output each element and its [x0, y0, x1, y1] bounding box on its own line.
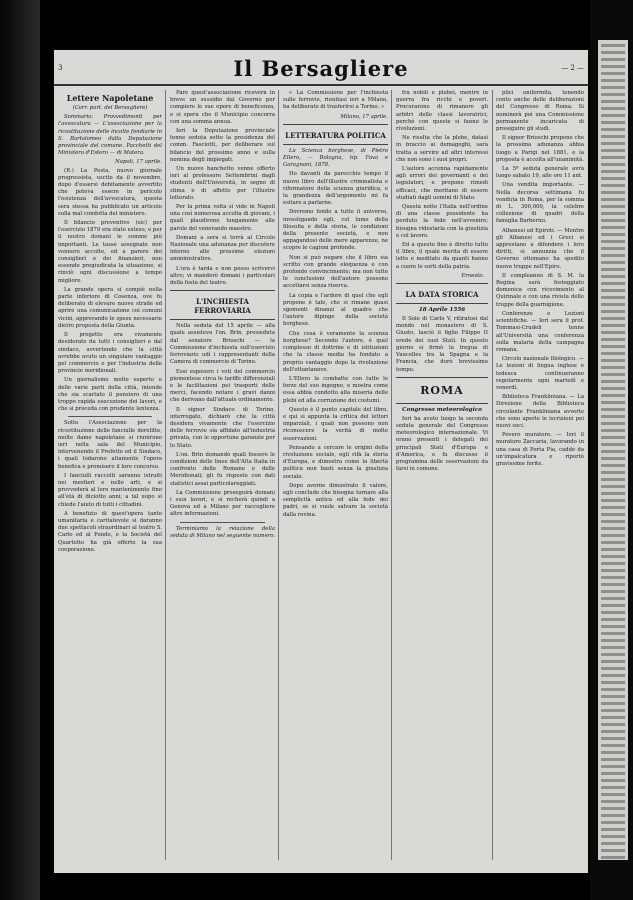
paragraph: Il signor Brioschi propone che la prossima adunanza abbia luogo a Parigi nel 1881, e la proposta è accolta all'unanimità. — [496, 135, 584, 163]
paragraph: Dovremo fondo a tutto il universo, investigando egli, col lume della filosofia e della storia, le condizioni della presente società, e non appagandosi delle mere apparenze, ne scopre le cagioni profonde. — [283, 209, 388, 252]
paragraph: Che cosa è veramente la scienza borghese? Secondo l'autore, è quel complesso di dottrine e di istituzioni che la classe media ha fondato a proprio vantaggio dopo la rivoluzione dell'ottantanove. — [283, 330, 388, 373]
paragraph: Ed a questo fine è diretto tutto il libro, il quale merita di essere letto e meditato da quanti hanno a cuore le sorti della patria. — [396, 242, 488, 270]
article-heading: Lettere Napoletane — [66, 93, 154, 103]
roma-title: ROMA — [420, 383, 464, 397]
paragraph: Nella seduta del 15 aprile — alla quale assisteva l'on. Brin, presieduta dal senatore Brioschi — la Commissione d'inchiesta sull'esercizio ferroviario udì i rappresentanti della Camera di commercio di Torino. — [170, 323, 275, 366]
paragraph: A benefizio di quest'opera tanto umanitaria e caritatevole si daranno due spettacoli straordinari al teatro S. Carlo ed al Fondo, e la Società del Quartetto ha già offerto la sua cooperazione. — [58, 510, 162, 553]
paragraph: La 5ª seduta generale avrà luogo sabato 19, alle ore 11 ant. — [496, 166, 584, 180]
signature: Ernesto. — [461, 272, 484, 279]
paragraph: L'Ellero la combatte con tutte le forze del suo ingegno, e mostra come essa abbia condotto alla miseria delle plebi ed alla corruzione dei costumi. — [283, 375, 388, 404]
roma-subheading: Congresso meteorologico — [402, 406, 482, 413]
separator — [68, 416, 152, 417]
paragraph: Conferenze e Lezioni scientifiche. — Ieri sera il prof. Tommasi-Crudeli tenne all'Università una conferenza sulla malaria della campagna romana. — [496, 310, 584, 353]
section-title: LETTERATURA POLITICA — [285, 130, 386, 140]
column-4 — [396, 90, 488, 860]
paragraph: La Commissione proseguirà domani i suoi lavori, e si recherà quindi a Genova ed a Milano per raccogliere altre informazioni. — [170, 489, 275, 518]
paragraph: Circolo nazionale filologico. — Le lezioni di lingua inglese e tedesca continueranno regolarmente ogni martedì e venerdì. — [496, 356, 584, 391]
paragraph: Pare quest'associazione riceverà in breve un sussidio dal Governo per compiere le sue opere di beneficenza, e si spera che il Municipio concorra con una somma annua. — [170, 90, 275, 125]
paragraph: Ne risulta che la plebe, datasi in braccio ai demagoghi, sarà tratta a servire ad altri interessi che non sono i suoi propri. — [396, 135, 488, 163]
paragraph: Un nuovo banchetto venne offerto ieri al professore Settembrini dagli studenti dell'Università, in segno di stima e di affetto per l'illustre letterato. — [170, 166, 275, 201]
paragraph: Questa notte l'Italia nell'ordine di una classe possidente ha perduto la fede nell'avvenire; bisogna ridestarla con la giustizia e col lavoro. — [396, 204, 488, 239]
paragraph: Per la prima volta si vide in Napoli una così numerosa accolta di giovani, i quali plaudirono lungamente alle parole del venerando maestro. — [170, 204, 275, 232]
column-rule — [278, 90, 279, 860]
paragraph: L'ora è tarda e non posso scrivervi altro; vi manderò domani i particolari della festa del teatro. — [170, 265, 275, 287]
paragraph: Povero muratore. — Ieri il muratore Zaccaria, lavorando in una casa di Porta Pia, cadde da un'impalcatura e riportò gravissime ferite. — [496, 432, 584, 467]
paragraph: Il signor Sindaco di Torino, interrogato, dichiarò che la città desidera vivamente che l'esercizio delle ferrovie sia affidato all'industria privata, con le opportune garanzie per lo Stato. — [170, 406, 275, 449]
page-number-left: 3 — [58, 64, 63, 72]
next-page-edge — [598, 40, 628, 860]
paragraph: Il compleanno di S. M. la Regina sarà festeggiato domenica con ricevimento al Quirinale e con una rivista delle truppe della guarnigione. — [496, 272, 584, 308]
dateline: Napoli, 17 aprile. — [115, 159, 162, 166]
closing-note: Terminiamo la relazione della seduta di Milano nel seguente numero. — [170, 525, 275, 539]
section-box — [396, 377, 488, 404]
paragraph: Il progetto era vivamente desiderato da tutti i consiglieri e dal sindaco, avvertendo che la città avrebbe avuto un singolare vantaggio pel commercio e per l'industria delle provincie meridionali. — [58, 332, 162, 375]
paragraph: I fanciulli raccolti saranno istruiti nei mestieri e nelle arti, e si provvederà al loro mantenimento fino all'età di diciotto anni; a tal uopo si chiede l'aiuto di tutti i cittadini. — [58, 472, 162, 508]
book-binding-left — [0, 0, 40, 900]
paragraph: Un giornalismo molto esperto e delle varie parti della città, intende che sia scartato il pensiero di una troppo rapida esecuzione dei lavori, e che si proceda con prudente lentezza. — [58, 377, 162, 413]
column-rule — [391, 90, 392, 860]
paragraph: Domani a sera si terrà al Circolo Nazionale una adunanza per discutere intorno alle prossime elezioni amministrative. — [170, 234, 275, 263]
paragraph: La copia e l'ardore di quel che egli propone è tale, che si rimane quasi sgomenti dinanzi al quadro che l'autore dipinge della società borghese. — [283, 292, 388, 328]
masthead — [54, 50, 588, 86]
paragraph: Il bilancio preventivo (sic) per l'esercizio 1879 era stato esteso, e per il nostro domani le somme più importanti. Le tasse assegnate non vennero accolte, ed a parere dei consiglieri e dei finanzieri, non essendo pregiudicata la situazione, si rinviò ogni discussione a tempo migliore. — [58, 220, 162, 284]
paragraph: Sotto l'Associazione per la ricostituzione delle fanciulle derelitte, molte dame napoletane si riunirono ieri nella sala del Municipio, intervenendo il Prefetto ed il Sindaco, i quali lodarono altamente l'opera benefica e promisero il loro concorso. — [58, 420, 162, 470]
paragraph: Una vendita importante. — Nella decorsa settimana fu venduta in Roma, per la somma di L. 300,000, la celebre collezione di quadri della famiglia Barberini. — [496, 182, 584, 225]
paragraph: Questo è il punto capitale del libro, e qui si appunta la critica dei lettori imparziali, i quali non possono non riconoscere la verità di molte osservazioni. — [283, 406, 388, 442]
column-rule — [492, 90, 493, 860]
separator — [180, 522, 265, 523]
historical-date: 18 Aprile 1556 — [418, 307, 466, 314]
page-number-right: — 2 — — [561, 64, 584, 72]
paragraph: Ieri la Deputazione provinciale tenne seduta sotto la presidenza del comm. Fasciotti, per deliberare sul bilancio del prossimo anno e sulla nomina degli impiegati. — [170, 128, 275, 163]
paragraph: Ho davanti da parecchio tempo il nuovo libro dell'illustre criminalista e riformatore della scienza giuridica, e la grandezza dell'argomento mi fa esitare a parlarne. — [283, 171, 388, 207]
column-3 — [283, 90, 388, 860]
column-1 — [58, 90, 162, 860]
paragraph: La grande opera si compiè nella parte inferiore di Cosenza, ove fu deliberato di elevare nuove strade ed aprire una comunicazione coi comuni vicini, approvando le spese necessarie dietro proposta della Giunta. — [58, 286, 162, 329]
column-2 — [170, 90, 275, 860]
section-box — [396, 283, 488, 304]
paragraph: Pensando a cercare le origini della rivoluzione sociale, egli rifà la storia d'Europa, e dimostra come la libertà politica non basti senza la giustizia sociale. — [283, 444, 388, 480]
paragraph: L'autore accenna rapidamente agli errori dei governanti e dei legislatori, e propone rimedi efficaci, che meritano di essere studiati dagli uomini di Stato. — [396, 166, 488, 201]
paragraph: Biblioteca Frankliniana. — La Direzione della Biblioteca circolante Frankliniana avverte che sono aperte le iscrizioni pei nuovi soci. — [496, 394, 584, 429]
paragraph: Non si può negare che il libro sia scritto con grande eloquenza e con profondo convincimento; ma non tutte le conclusioni dell'autore possono accettarsi senza riserva. — [283, 254, 388, 290]
paragraph: Ieri ha avuto luogo la seconda seduta generale del Congresso meteorologico internazionale. Vi erano presenti i delegati dei principali Stati d'Europa e d'America, e fu discusso il programma delle osservazioni da farsi in comune. — [396, 415, 488, 473]
section-title: LA DATA STORICA — [405, 290, 479, 300]
paragraph: plici uniformità, tenendo conto anche delle deliberazioni del Congresso di Roma. Si nominerà poi una Commissione permanente incaricata di proseguire gli studi. — [496, 90, 584, 133]
section-title: L'INCHIESTA FERROVIARIA — [194, 297, 251, 316]
paragraph: Dopo averne dimostrato il valore, egli conclude che bisogna tornare alla semplicità antica ed alla fede dei padri, se si vuole salvare la società dalla rovina. — [283, 482, 388, 518]
paragraph: fra nobili e plebei, mentre in guerra fra ricchi e poveri. Procurarono di rimanere gli arbitri delle classi lavoratrici, perché con queste si fanno le rivoluzioni. — [396, 90, 488, 133]
dateline: Milano, 17 aprile. — [340, 113, 388, 120]
paragraph: L'on. Brin domandò quali fossero le condizioni delle linee dell'Alta Italia in confronto delle Romane e delle Meridionali; gli fu risposto con dati statistici assai particolareggiati. — [170, 451, 275, 487]
paragraph: « La Commissione per l'inchiesta sulle ferrovie, riunitasi ieri a Milano, ha deliberato di trasferirsi a Torino. » — [283, 90, 388, 111]
paragraph: Il Sole di Carlo V, ritiratosi dal mondo nel monastero di S. Giusto, lasciò il figlio Filippo II erede dei suoi Stati. In questo giorno si firmò la tregua di Vaucelles tra la Spagna e la Francia, che durò brevissimo tempo. — [396, 316, 488, 373]
newspaper-title: Il Bersagliere — [233, 56, 409, 81]
column-5 — [496, 90, 584, 860]
column-rule — [165, 90, 166, 860]
paragraph: (R.) La Posta, nuovo giornale progressista, uscito da il novembre, dopo d'essersi debitamente avvertito che poteva essere in pericolo l'esistenza dell'avvocatura, questa sera stessa ha pubblicato un articolo sulla mal condotta del ministero. — [58, 167, 162, 217]
paragraph: Essi esposero i voti del commercio piemontese circa le tariffe differenziali e le facilitazioni pei trasporti delle merci, facendo notare i gravi danni che derivano dall'attuale ordinamento. — [170, 368, 275, 404]
paragraph: Albanesi ed Epiroti. — Mentre gli Albanesi ed i Greci si apprestano a difendere i loro diritti, si annunzia che il Governo ottomano ha spedito nuove truppe nell'Epiro. — [496, 227, 584, 270]
section-box — [170, 290, 275, 320]
newspaper-page — [54, 50, 588, 873]
article-summary: Sommario: Provvedimenti per l'avvocatura — L'associazione per la ricostituzione delle incolte fondiarie in S. Bartolomeo dalla Deputazione provinciale del comune. Pacchetti del Ministero d'Estero — di Matera. — [58, 114, 162, 157]
section-box — [283, 124, 388, 145]
article-subheading: (Corr. part. del Bersagliere) — [72, 105, 148, 111]
review-citation: La Scienza borghese, di Pietro Ellero, — Bologna, tip. Fava e Garagnani, 1878. — [283, 147, 388, 169]
